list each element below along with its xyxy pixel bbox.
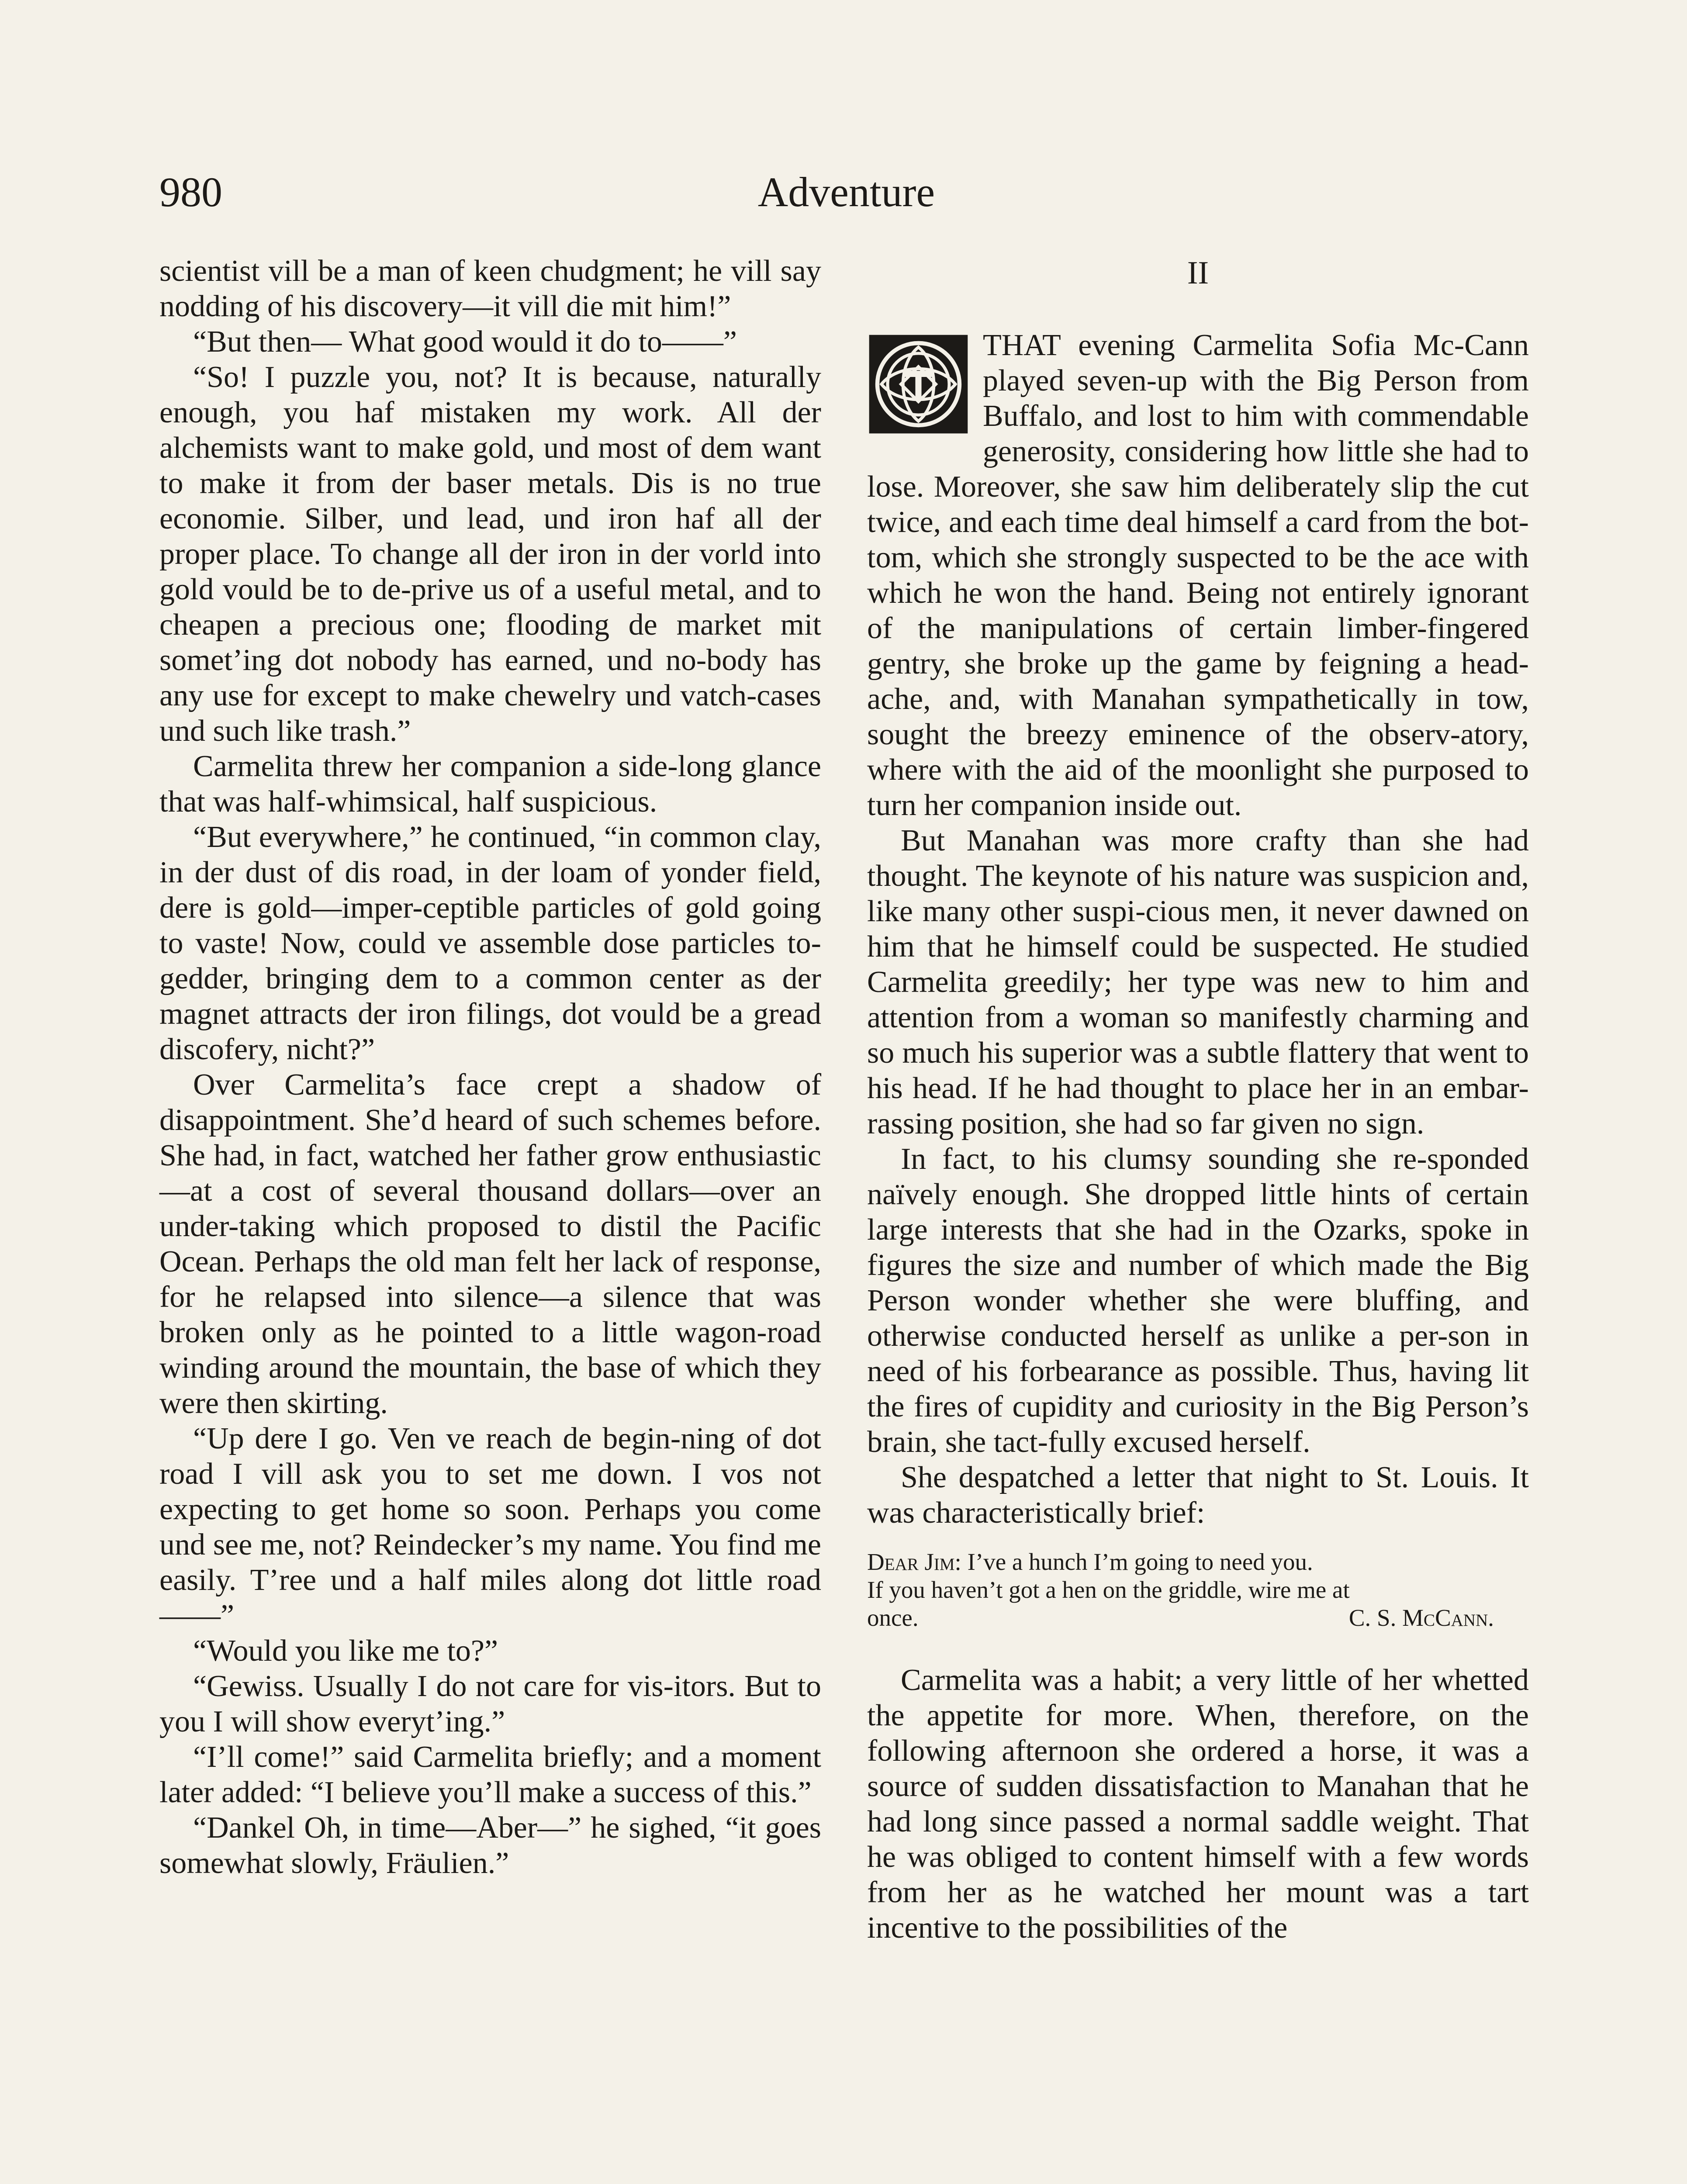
letter-line-3 xyxy=(867,1604,1529,1632)
paragraph: scientist vill be a man of keen chudgment; he vill say nodding of his discovery—it vill die mit him!” xyxy=(159,254,821,323)
letter-line-1 xyxy=(867,1548,1529,1576)
paragraph: “Dankel Oh, in time—Aber—” he sighed, “it goes somewhat slowly, Fräulien.” xyxy=(159,1811,821,1880)
paragraph: Over Carmelita’s face crept a shadow of disappointment. She’d heard of such schemes before. She had, in fact, watched her father grow enthusiastic—at a cost of several thousand dollars—over an under-taking which proposed to distil the Pacific Ocean. Perhaps the old man felt her lack of response, for he relapsed into silence—a silence that was broken only as he pointed to a little wagon-road winding around the mountain, the base of which they were then skirting. xyxy=(159,1068,821,1420)
section-number: II xyxy=(1187,255,1209,291)
letter-quote xyxy=(867,1548,1529,1632)
letter-salutation: Dear Jim: xyxy=(867,1548,961,1575)
page-header xyxy=(159,166,1533,227)
left-column xyxy=(159,253,821,1881)
paragraph: “So! I puzzle you, not? It is because, naturally enough, you haf mistaken my work. All der alchemists want to make gold, und most of dem want to make it from der baser metals. Dis is no true economie. Silber, und lead, und iron haf all der proper place. To change all der iron in der vorld into gold vould be to de-prive us of a useful metal, and to cheapen a precious one; flooding de market mit somet’ing dot nobody has earned, und no-body has any use for except to make chewelry und vatch-cases und such like trash.” xyxy=(159,360,821,748)
letter-text: once. xyxy=(867,1604,919,1631)
paragraph: “I’ll come!” said Carmelita briefly; and a moment later added: “I believe you’ll make a success of this.” xyxy=(159,1740,821,1809)
right-column xyxy=(867,253,1529,1946)
letter-line-2: If you haven’t got a hen on the griddle, wire me at xyxy=(867,1576,1350,1603)
opening-paragraph xyxy=(867,328,1529,823)
opening-paragraph-text: THAT evening Carmelita Sofia Mc-Cann played seven-up with the Big Person from Buffalo, and lost to him with commendable generosity, considering how little she had to lose. Moreover, she saw him deliberately slip the cut twice, and each time deal himself a card from the bot-tom, which she strongly suspected to be the ace with which he won the hand. Being not entirely ignorant of the manipulations of certain limber-fingered gentry, she broke up the game by feigning a head-ache, and, with Manahan sympathetically in tow, sought the breezy eminence of the observ-atory, where with the aid of the moonlight she purposed to turn her companion inside out. xyxy=(867,328,1529,822)
paragraph: “Gewiss. Usually I do not care for vis-itors. But to you I will show everyt’ing.” xyxy=(159,1669,821,1738)
letter-signature: C. S. McCann. xyxy=(1348,1604,1494,1631)
paragraph: In fact, to his clumsy sounding she re-sponded naïvely enough. She dropped little hints of certain large interests that she had in the Ozarks, spoke in figures the size and number of which made the Big Person wonder whether she were bluffing, and otherwise conducted herself as unlike a per-son in need of his forbearance as possible. Thus, having lit the fires of cupidity and curiosity in the Big Person’s brain, she tact-fully excused herself. xyxy=(867,1142,1529,1459)
paragraph: “Would you like me to?” xyxy=(193,1634,498,1668)
paragraph: Carmelita was a habit; a very little of her whetted the appetite for more. When, therefore, on the following afternoon she ordered a horse, it was a source of sudden dissatisfaction to Manahan that he had long since passed a normal saddle weight. That he was obliged to content himself with a few words from her as he watched her mount was a tart incentive to the possibilities of the xyxy=(867,1663,1529,1945)
letter-text: I’ve a hunch I’m going to need you. xyxy=(967,1548,1313,1575)
paragraph: But Manahan was more crafty than she had thought. The keynote of his nature was suspicion and, like many other suspi-cious men, it never dawned on him that he himself could be suspected. He studied Carmelita greedily; her type was new to him and attention from a woman so manifestly charming and so much his superior was a subtle flattery that went to his head. If he had thought to place her in an embar-rassing position, she had so far given no sign. xyxy=(867,824,1529,1140)
paragraph: “But everywhere,” he continued, “in common clay, in der dust of dis road, in der loam of yonder field, dere is gold—imper-ceptible particles of gold going to vaste! Now, could ve assemble dose particles to-gedder, bringing dem to a common center as der magnet attracts der iron filings, dot vould be a gread discofery, nicht?” xyxy=(159,820,821,1066)
paragraph: “Up dere I go. Ven ve reach de begin-ning of dot road I vill ask you to set me down. I vos not expecting to get home so soon. Perhaps you come und see me, not? Reindecker’s my name. You find me easily. T’ree und a half miles along dot little road——” xyxy=(159,1422,821,1632)
ornamental-drop-cap-icon xyxy=(867,333,970,435)
running-title: Adventure xyxy=(757,169,935,215)
paragraph: She despatched a letter that night to St. Louis. It was characteristically brief: xyxy=(867,1461,1529,1530)
paragraph: Carmelita threw her companion a side-long glance that was half-whimsical, half suspicious. xyxy=(159,750,821,819)
paragraph: “But then— What good would it do to——” xyxy=(193,325,737,359)
page-number: 980 xyxy=(159,169,222,215)
